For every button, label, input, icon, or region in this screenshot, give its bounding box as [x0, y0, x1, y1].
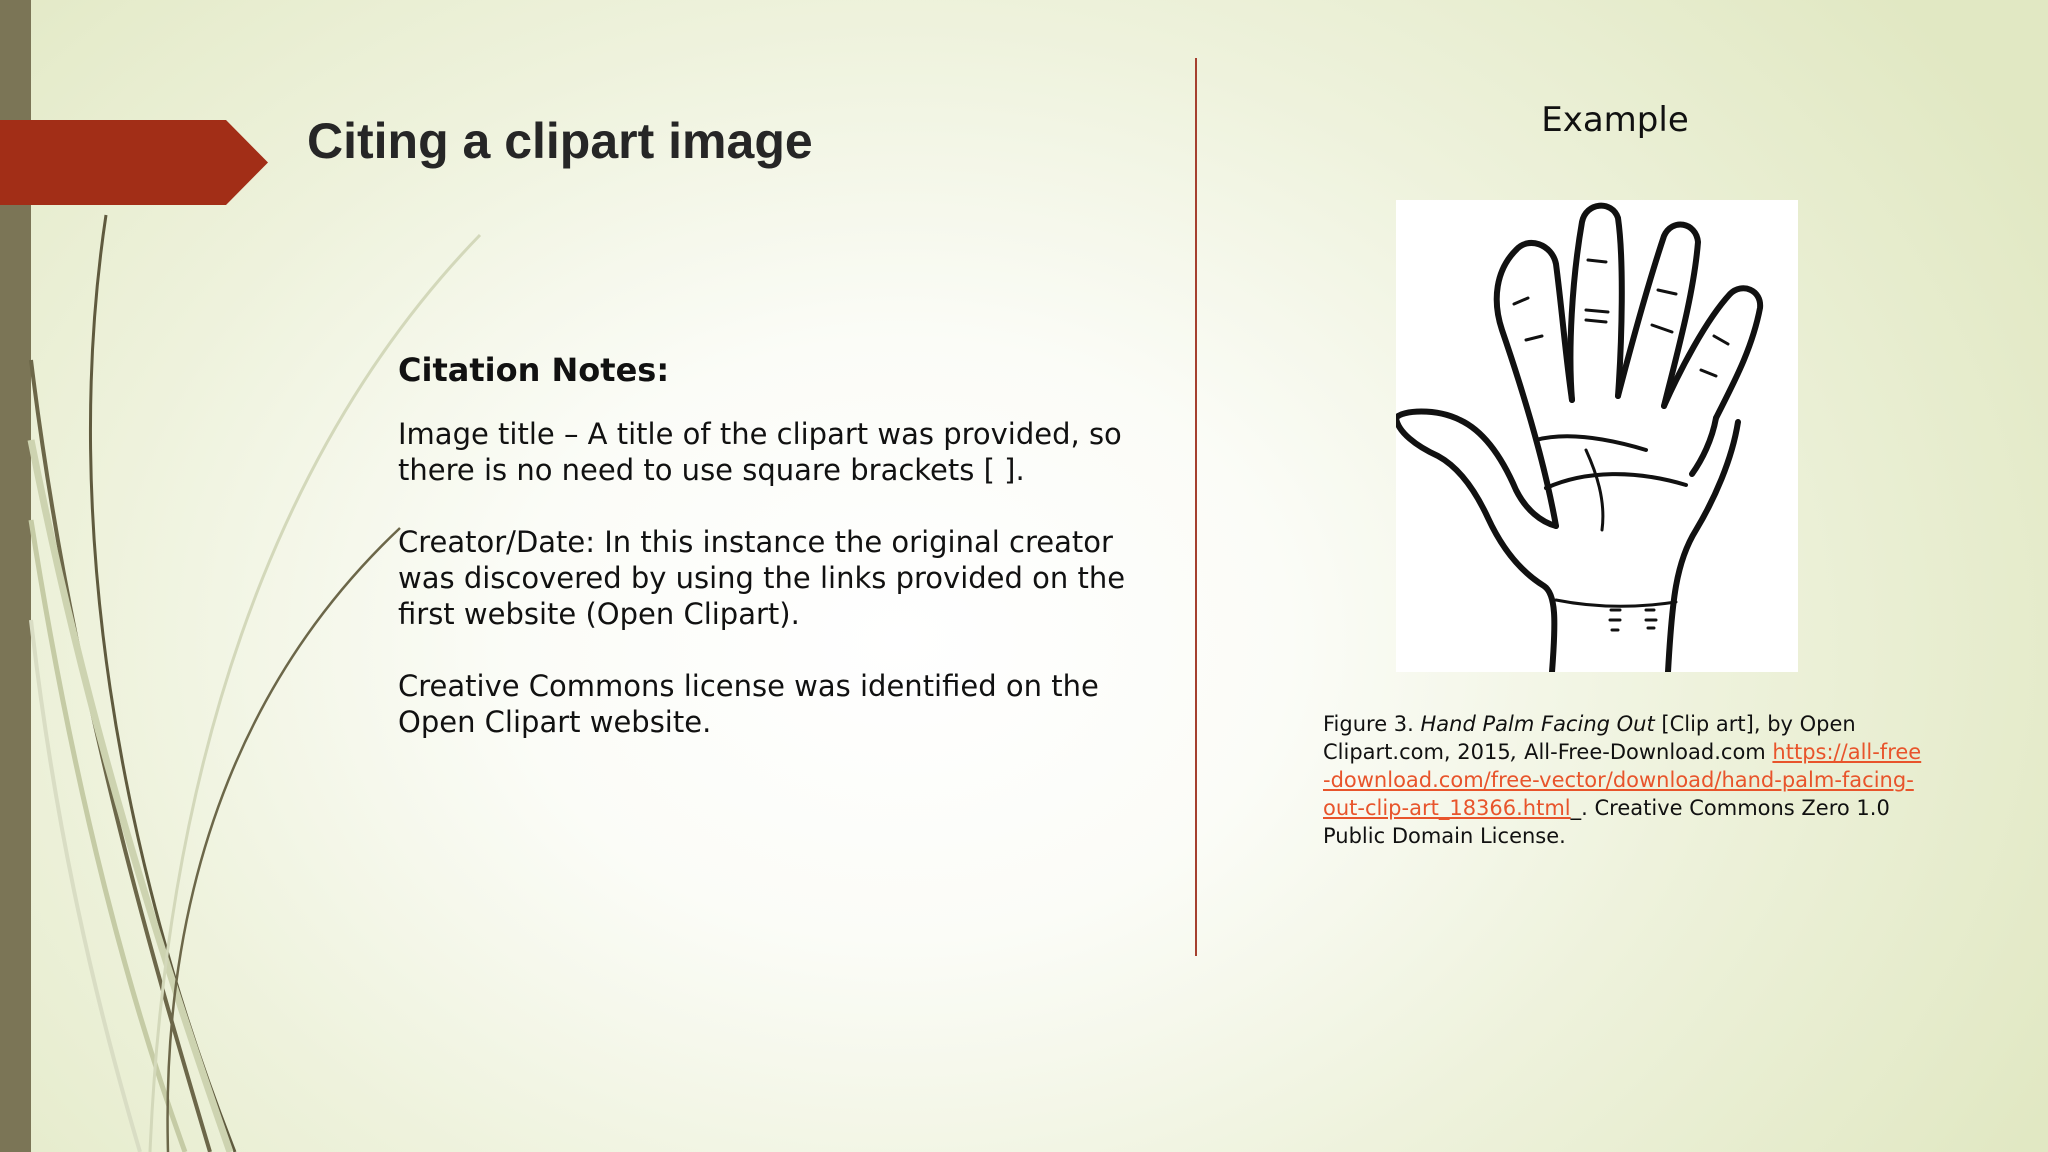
note-license: Creative Commons license was identified on the Open Clipart website.	[398, 669, 1099, 739]
note-creator-date: Creator/Date: In this instance the original creator was discovered by using the links provided on the first website (Open Clipart).	[398, 525, 1126, 631]
arrow-tab-icon	[0, 120, 268, 205]
citation-notes-heading: Citation Notes:	[398, 351, 670, 389]
column-divider	[1195, 58, 1197, 956]
caption-comma: ,	[1510, 740, 1518, 764]
example-label: Example	[1541, 100, 1689, 140]
caption-title: Hand Palm Facing Out	[1420, 712, 1655, 736]
caption-link[interactable]: https://all-free-download.com/free-vector/download/hand-palm-facing-out-clip-art_18366.html	[1323, 740, 1922, 820]
hand-palm-icon	[1396, 200, 1798, 672]
note-image-title: Image title – A title of the clipart was provided, so there is no need to use square brackets [ ].	[398, 417, 1122, 487]
citation-notes	[398, 352, 1138, 776]
caption-suffix: _. Creative Commons Zero 1.0 Public Domain License.	[1323, 796, 1890, 848]
caption-prefix: Figure 3.	[1323, 712, 1421, 736]
caption-source: All-Free-Download.com	[1517, 740, 1773, 764]
slide-title: Citing a clipart image	[307, 113, 813, 169]
figure-caption	[1323, 710, 1923, 850]
caption-middle: [Clip art], by Open Clipart.com, 2015	[1323, 712, 1856, 764]
clipart-image	[1396, 200, 1798, 672]
